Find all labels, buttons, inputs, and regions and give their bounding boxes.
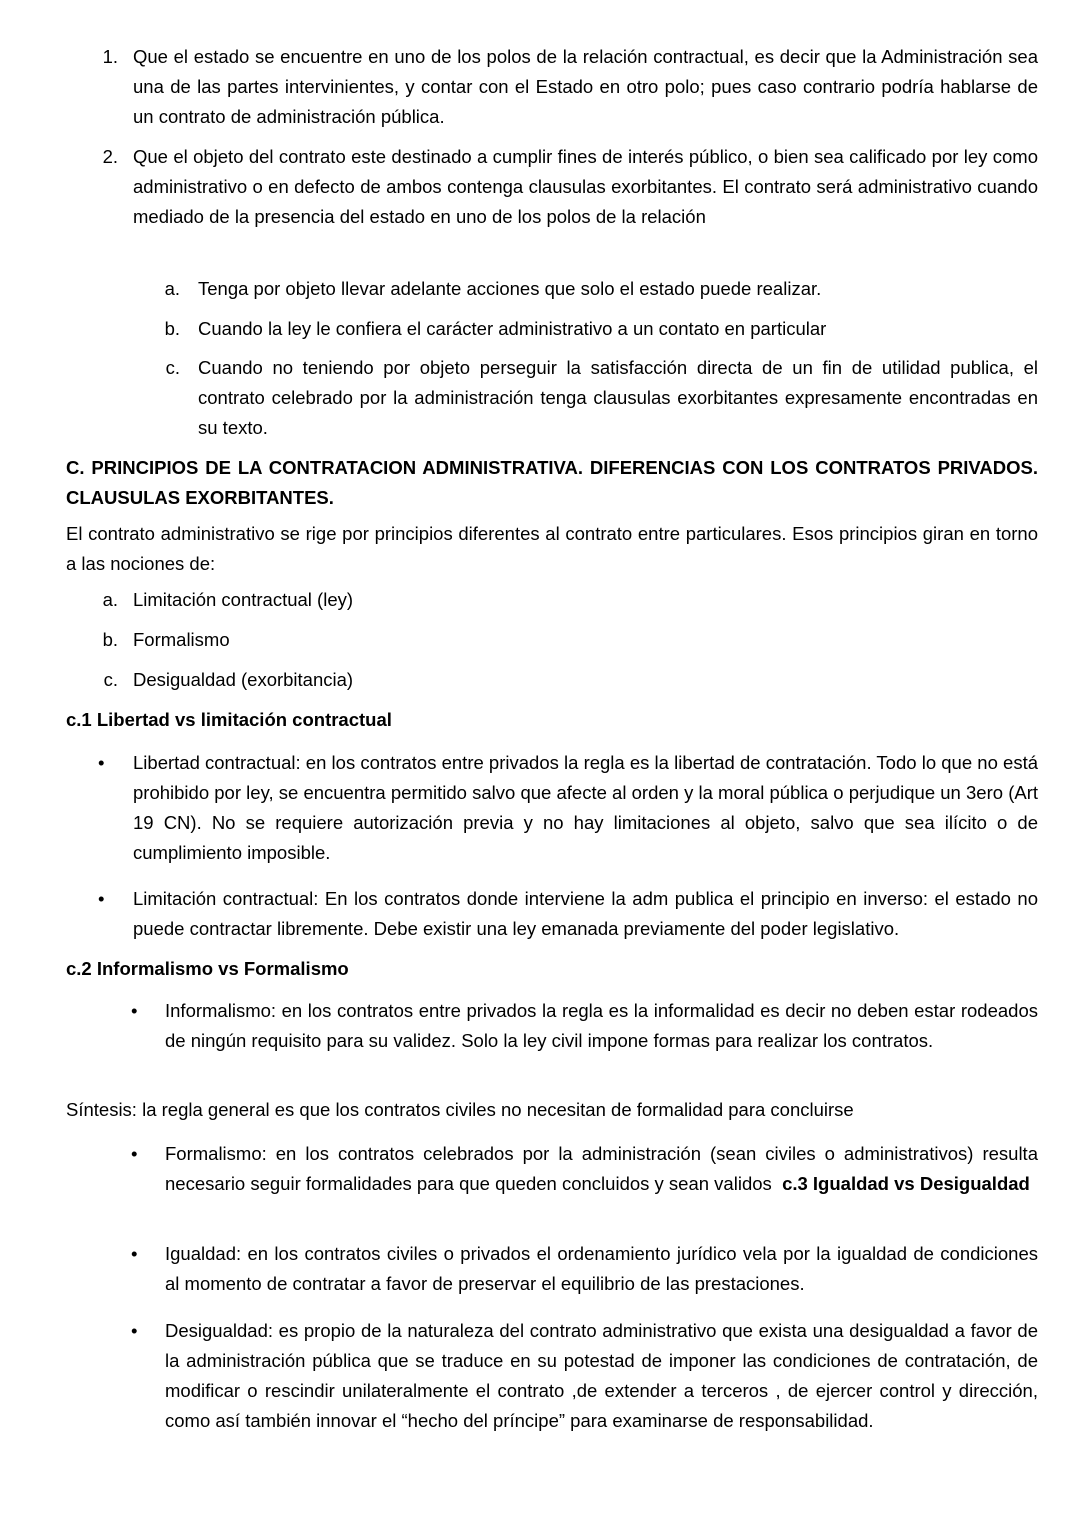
bullet-text-wrapper [165, 1139, 1038, 1199]
c2-bullet-formalismo [0, 1139, 1080, 1229]
c2-heading: c.2 Informalismo vs Formalismo [66, 958, 349, 979]
numbered-item-2 [0, 142, 1080, 262]
list-item-text: Que el estado se encuentre en uno de los polos de la relación contractual, es decir que la Administración sea una de las partes intervinientes, y contar con el Estado en otro polo; pues caso contrario podría hablarse de un contrato de administración pública. [133, 46, 1038, 127]
c1-bullet-limitacion [0, 884, 1080, 944]
principle-item-a [0, 585, 1080, 615]
list-marker: a. [164, 278, 180, 299]
list-marker: b. [102, 629, 118, 650]
bullet-text: Igualdad: en los contratos civiles o privados el ordenamiento jurídico vela por la igualdad de condiciones al momento de contratar a favor de preservar el equilibrio de las prestaciones. [165, 1243, 1038, 1294]
sub-item-c [0, 353, 1080, 443]
bullet-text: Desigualdad: es propio de la naturaleza del contrato administrativo que exista una desigualdad a favor de la administración pública que se traduce en su potestad de imponer las condiciones de contratación, de modificar o rescindir unilateralmente el contrato ,de extender a terceros , de ejercer control y dirección, como así también innovar el “hecho del príncipe” para examinarse de responsabilidad. [165, 1320, 1038, 1431]
list-item-text: Cuando no teniendo por objeto perseguir la satisfacción directa de un fin de utilidad publica, el contrato celebrado por la administración tenga clausulas exorbitantes expresamente encontradas en su texto. [198, 357, 1038, 438]
bullet-icon: • [131, 1143, 138, 1164]
sub-item-a [0, 274, 1080, 304]
sub-item-b [0, 314, 1080, 344]
bullet-icon: • [131, 1000, 138, 1021]
section-c-intro: El contrato administrativo se rige por principios diferentes al contrato entre particulares. Esos principios giran en torno a las nociones de: [66, 523, 1038, 574]
list-marker: 1. [102, 46, 118, 67]
numbered-item-1 [0, 42, 1080, 132]
c1-bullet-libertad [0, 748, 1080, 868]
list-marker: b. [164, 318, 180, 339]
list-item-text: Cuando la ley le confiera el carácter administrativo a un contato en particular [198, 318, 827, 339]
sintesis-text: Síntesis: la regla general es que los contratos civiles no necesitan de formalidad para concluirse [66, 1099, 854, 1120]
bullet-icon: • [131, 1320, 138, 1341]
section-c-heading: C. PRINCIPIOS DE LA CONTRATACION ADMINISTRATIVA. DIFERENCIAS CON LOS CONTRATOS PRIVADOS. CLAUSULAS EXORBITANTES. [66, 457, 1038, 508]
principle-item-b [0, 625, 1080, 655]
c3-bullet-desigualdad [0, 1316, 1080, 1466]
c3-heading: c.3 Igualdad vs Desigualdad [782, 1173, 1030, 1194]
c3-bullet-igualdad [0, 1239, 1080, 1299]
bullet-icon: • [98, 752, 105, 773]
bullet-text: Formalismo: en los contratos celebrados por la administración (sean civiles o administrativos) resulta necesario seguir formalidades para que queden concluidos y sean validos [165, 1143, 1038, 1194]
list-item-text: Limitación contractual (ley) [133, 589, 354, 610]
list-marker: c. [165, 357, 180, 378]
bullet-icon: • [98, 888, 105, 909]
c1-heading: c.1 Libertad vs limitación contractual [66, 709, 392, 730]
list-marker: a. [102, 589, 118, 610]
bullet-text: Limitación contractual: En los contratos donde interviene la adm publica el principio en inverso: el estado no puede contractar libremente. Debe existir una ley emanada previamente del poder legislativo. [133, 888, 1038, 939]
principle-item-c [0, 665, 1080, 695]
list-item-text: Desigualdad (exorbitancia) [133, 669, 354, 690]
bullet-text: Libertad contractual: en los contratos entre privados la regla es la libertad de contratación. Todo lo que no está prohibido por ley, se encuentra permitido salvo que afecte al orden y la moral pública o perjudique un 3ero (Art 19 CN). No se requiere autorización previa y no hay limitaciones al objeto, salvo que sea ilícito o de cumplimiento imposible. [133, 752, 1038, 863]
bullet-text: Informalismo: en los contratos entre privados la regla es la informalidad es decir no deben estar rodeados de ningún requisito para su validez. Solo la ley civil impone formas para realizar los contratos. [165, 1000, 1038, 1051]
list-item-text: Tenga por objeto llevar adelante acciones que solo el estado puede realizar. [198, 278, 822, 299]
list-item-text: Formalismo [133, 629, 230, 650]
list-marker: c. [103, 669, 118, 690]
c2-bullet-informalismo [0, 996, 1080, 1086]
list-item-text: Que el objeto del contrato este destinado a cumplir fines de interés público, o bien sea calificado por ley como administrativo o en defecto de ambos contenga clausulas exorbitantes. El contrato será administrativo cuando mediado de la presencia del estado en uno de los polos de la relación [133, 146, 1038, 227]
bullet-icon: • [131, 1243, 138, 1264]
list-marker: 2. [102, 146, 118, 167]
